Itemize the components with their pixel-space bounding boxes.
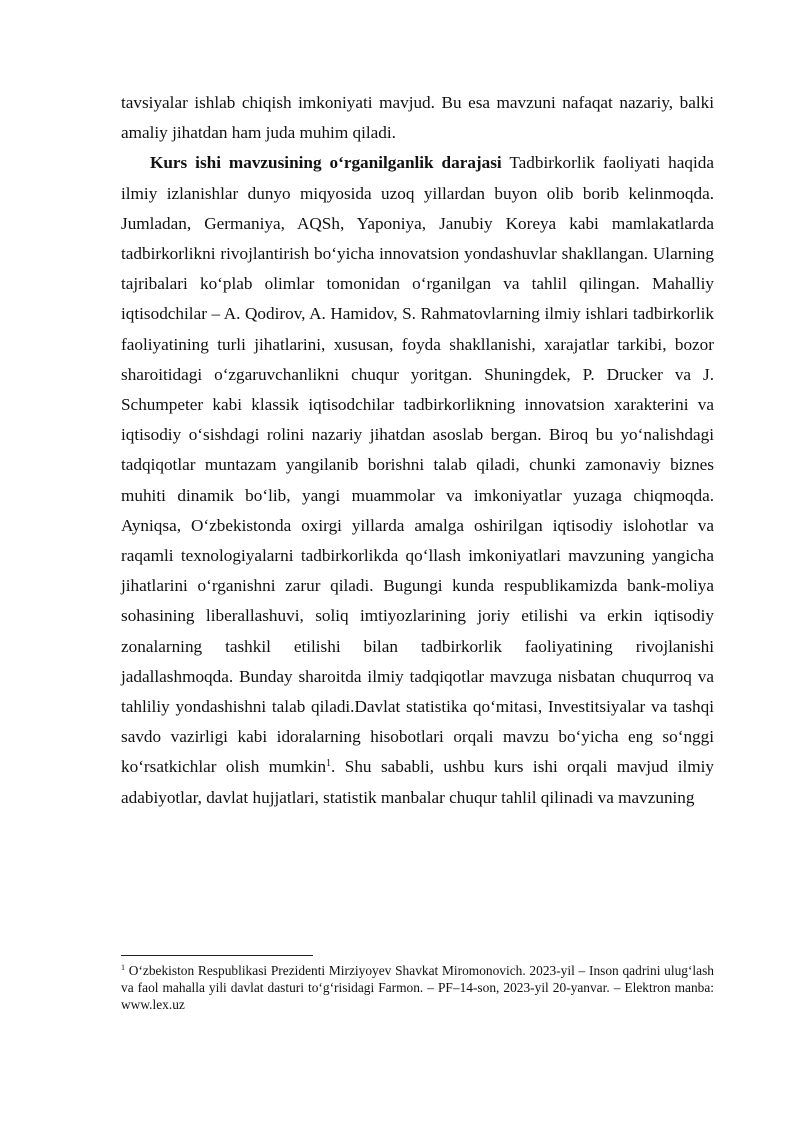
footnote-number: 1 bbox=[121, 963, 125, 972]
footnote bbox=[121, 962, 714, 1013]
body-text bbox=[121, 88, 714, 813]
footnote-separator bbox=[121, 955, 313, 956]
paragraph-body: Tadbirkorlik faoliyati haqida ilmiy izlanishlar dunyo miqyosida uzoq yillardan buyon olib borib kelinmoqda. Jumladan, Germaniya, AQSh, Yaponiya, Janubiy Koreya kabi mamlakatlarda tadbirkorlikni rivojlantirish bo‘yicha innovatsion yondashuvlar shakllangan. Ularning tajribalari ko‘plab olimlar tomonidan o‘rganilgan va tahlil qilingan. Mahalliy iqtisodchilar – A. Qodirov, A. Hamidov, S. Rahmatovlarning ilmiy ishlari tadbirkorlik faoliyatining turli jihatlarini, xususan, foyda shakllanishi, xarajatlar tarkibi, bozor sharoitidagi o‘zgaruvchanlikni chuqur yoritgan. Shuningdek, P. Drucker va J. Schumpeter kabi klassik iqtisodchilar tadbirkorlikning innovatsion xarakterini va iqtisodiy o‘sishdagi rolini nazariy jihatdan asoslab bergan. Biroq bu yo‘nalishdagi tadqiqotlar muntazam yangilanib borishni talab qiladi, chunki zamonaviy biznes muhiti dinamik bo‘lib, yangi muammolar va imkoniyatlar yuzaga chiqmoqda. Ayniqsa, O‘zbekistonda oxirgi yillarda amalga oshirilgan iqtisodiy islohotlar va raqamli texnologiyalarni tadbirkorlikda qo‘llash imkoniyatlari mavzuning yangicha jihatlarini o‘rganishni zarur qiladi. Bugungi kunda respublikamizda bank-moliya sohasining liberallashuvi, soliq imtiyozlarining joriy etilishi va erkin iqtisodiy zonalarning tashkil etilishi bilan tadbirkorlik faoliyatining rivojlanishi jadallashmoqda. Bunday sharoitda ilmiy tadqiqotlar mavzuga nisbatan chuqurroq va tahliliy yondashishni talab qiladi.Davlat statistika qo‘mitasi, Investitsiyalar va tashqi savdo vazirligi kabi idoralarning hisobotlari orqali mavzu bo‘yicha eng so‘nggi ko‘rsatkichlar olish mumkin bbox=[121, 153, 714, 777]
paragraph-study-level bbox=[121, 148, 714, 812]
footnote-reference[interactable]: 1 bbox=[326, 758, 332, 770]
paragraph-continuation: tavsiyalar ishlab chiqish imkoniyati mavjud. Bu esa mavzuni nafaqat nazariy, balki amaliy jihatdan ham juda muhim qiladi. bbox=[121, 93, 714, 143]
section-heading-inline: Kurs ishi mavzusining o‘rganilganlik darajasi bbox=[150, 153, 502, 173]
paragraph-body-tail: . Shu sababli, ushbu kurs ishi orqali mavjud ilmiy adabiyotlar, davlat hujjatlari, statistik manbalar chuqur tahlil qilinadi va mavzuning bbox=[121, 757, 714, 807]
footnote-text: O‘zbekiston Respublikasi Prezidenti Mirziyoyev Shavkat Miromonovich. 2023-yil – Inson qadrini ulug‘lash va faol mahalla yili davlat dasturi to‘g‘risidagi Farmon. – PF–14-son, 2023-yil 20-yanvar. – Elektron manba: www.lex.uz bbox=[121, 963, 714, 1012]
